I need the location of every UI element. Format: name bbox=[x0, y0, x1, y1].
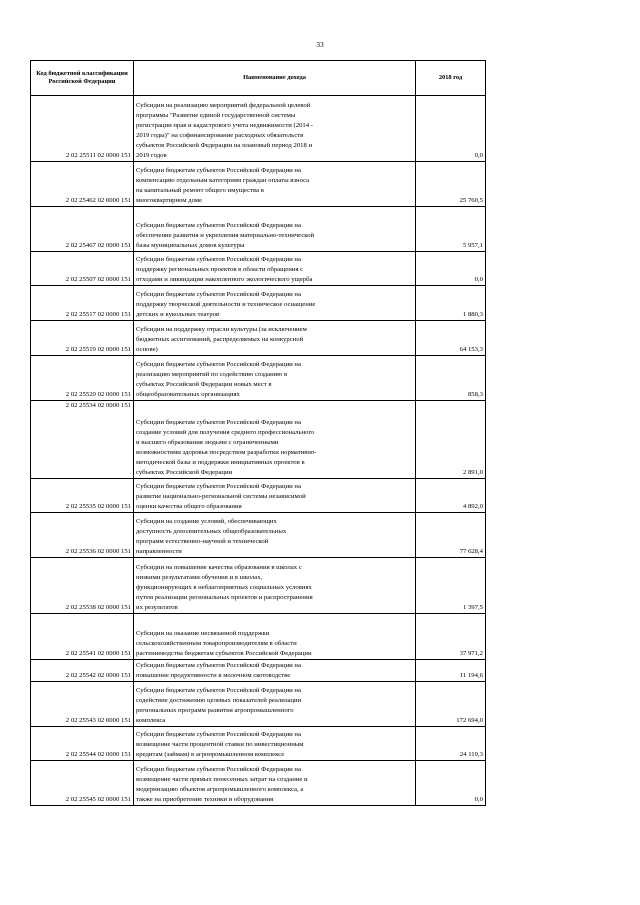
budget-code-cell: 2 02 25538 02 0000 151 bbox=[31, 558, 134, 614]
income-name-cell bbox=[134, 558, 416, 614]
income-name-cell bbox=[134, 401, 416, 479]
amount-cell: 1 397,5 bbox=[416, 558, 486, 614]
budget-code-cell: 2 02 25542 02 0000 151 bbox=[31, 660, 134, 682]
income-name-text: Субсидии бюджетам субъектов Российской Федерации на реализацию мероприятий по содействию созданию в субъектах Российской Федерации новых мест в общеобразовательных организациях bbox=[136, 361, 301, 398]
amount-cell: 37 971,2 bbox=[416, 614, 486, 660]
income-name-cell bbox=[134, 614, 416, 660]
budget-code-cell: 2 02 25535 02 0000 151 bbox=[31, 479, 134, 513]
table-row bbox=[31, 321, 486, 356]
budget-code-cell: 2 02 25543 02 0000 151 bbox=[31, 682, 134, 727]
budget-code-cell: 2 02 25544 02 0000 151 bbox=[31, 727, 134, 761]
income-name-cell bbox=[134, 761, 416, 806]
table-row bbox=[31, 479, 486, 513]
income-name-text: Субсидии бюджетам субъектов Российской Федерации на содействие достижению целевых показателей реализации региональных программ развития агропромышленного комплекса bbox=[136, 687, 302, 724]
amount-cell: 77 628,4 bbox=[416, 513, 486, 558]
income-name-cell bbox=[134, 321, 416, 356]
income-name-cell bbox=[134, 96, 416, 162]
budget-code-cell: 2 02 25462 02 0000 151 bbox=[31, 162, 134, 207]
budget-code-cell: 2 02 25517 02 0000 151 bbox=[31, 286, 134, 321]
income-name-text: Субсидии на оказание несвязанной поддержки сельскохозяйственным товаропроизводителям в области растениеводства бюджетам субъектов Российской Федерации bbox=[136, 630, 312, 657]
table-row bbox=[31, 660, 486, 682]
income-name-text: Субсидии бюджетам субъектов Российской Федерации на возмещение части прямых понесенных затрат на создание и модернизацию объектов агропромышленного комплекса, а также на приобретение техники и оборудования bbox=[136, 766, 308, 803]
income-name-cell bbox=[134, 286, 416, 321]
budget-code-cell: 2 02 25520 02 0000 151 bbox=[31, 356, 134, 401]
income-name-cell bbox=[134, 207, 416, 252]
amount-cell: 2 891,0 bbox=[416, 401, 486, 479]
income-name-cell bbox=[134, 682, 416, 727]
table-row bbox=[31, 727, 486, 761]
income-name-text: Субсидии бюджетам субъектов Российской Федерации на развитие национально-региональной системы независимой оценки качества общего образования bbox=[136, 483, 306, 510]
income-name-text: Субсидии на поддержку отрасли культуры (за исключением бюджетных ассигнований, распределяемых на конкурсной основе) bbox=[136, 326, 307, 353]
income-name-text: Субсидии бюджетам субъектов Российской Федерации на поддержку творческой деятельности и техническое оснащение детских и кукольных театров bbox=[136, 291, 316, 318]
table-row bbox=[31, 401, 486, 479]
amount-cell: 0,0 bbox=[416, 252, 486, 286]
amount-cell: 11 194,6 bbox=[416, 660, 486, 682]
income-name-text: Субсидии бюджетам субъектов Российской Федерации на повышение продуктивности в молочном скотоводстве bbox=[136, 662, 301, 679]
amount-cell: 64 153,3 bbox=[416, 321, 486, 356]
budget-code-cell: 2 02 25467 02 0000 151 bbox=[31, 207, 134, 252]
amount-cell: 858,3 bbox=[416, 356, 486, 401]
page-number: 33 bbox=[316, 40, 324, 49]
income-name-cell bbox=[134, 727, 416, 761]
budget-code-cell: 2 02 25534 02 0000 151 bbox=[31, 401, 134, 479]
amount-cell: 4 892,0 bbox=[416, 479, 486, 513]
header-year: 2018 год bbox=[416, 61, 486, 96]
income-name-text: Субсидии на повышение качества образования в школах с низкими результатами обучения и в школах, функционирующих в неблагоприятных социальных условиях путем реализации региональных проектов и распространения их результатов bbox=[136, 564, 313, 611]
income-name-cell bbox=[134, 162, 416, 207]
income-name-cell bbox=[134, 479, 416, 513]
header-code: Код бюджетной классификации Российской Федерации bbox=[31, 61, 134, 96]
amount-cell: 0,0 bbox=[416, 96, 486, 162]
budget-code-cell: 2 02 25541 02 0000 151 bbox=[31, 614, 134, 660]
income-name-cell bbox=[134, 356, 416, 401]
table-row bbox=[31, 162, 486, 207]
table-row bbox=[31, 252, 486, 286]
budget-code-cell: 2 02 25511 02 0000 151 bbox=[31, 96, 134, 162]
budget-code-cell: 2 02 25536 02 0000 151 bbox=[31, 513, 134, 558]
table-row bbox=[31, 513, 486, 558]
amount-cell: 1 880,3 bbox=[416, 286, 486, 321]
income-name-text: Субсидии бюджетам субъектов Российской Федерации на компенсацию отдельным категориям граждан оплаты взноса на капитальный ремонт общего имущества в многоквартирном доме bbox=[136, 167, 310, 204]
table-row bbox=[31, 614, 486, 660]
table-row bbox=[31, 207, 486, 252]
income-name-text: Субсидии бюджетам субъектов Российской Федерации на создание условий для получения среднего профессионального и высшего образования людьми с ограниченными возможностями здоровья посредством разработки нормативно- методической базы и поддержки инициативных проектов в субъектах Российской Федерации bbox=[136, 419, 317, 476]
budget-code-cell: 2 02 25519 02 0000 151 bbox=[31, 321, 134, 356]
table-row bbox=[31, 96, 486, 162]
amount-cell: 24 119,3 bbox=[416, 727, 486, 761]
income-name-text: Субсидии бюджетам субъектов Российской Федерации на обеспечение развития и укрепления материально-технической базы муниципальных домов культуры bbox=[136, 222, 315, 249]
table-row bbox=[31, 356, 486, 401]
income-name-cell bbox=[134, 252, 416, 286]
amount-cell: 25 760,5 bbox=[416, 162, 486, 207]
income-name-cell bbox=[134, 513, 416, 558]
budget-income-table bbox=[30, 60, 486, 806]
income-name-text: Субсидии на создание условий, обеспечивающих доступность дополнительных общеобразовательных программ естественно-научной и технической направленности bbox=[136, 518, 287, 555]
income-name-cell bbox=[134, 660, 416, 682]
amount-cell: 5 957,1 bbox=[416, 207, 486, 252]
income-name-text: Субсидии бюджетам субъектов Российской Федерации на возмещение части процентной ставки по инвестиционным кредитам (займам) в агропромышленном комплексе bbox=[136, 731, 304, 758]
budget-code-cell: 2 02 25545 02 0000 151 bbox=[31, 761, 134, 806]
amount-cell: 172 694,0 bbox=[416, 682, 486, 727]
table-row bbox=[31, 761, 486, 806]
income-name-text: Субсидии бюджетам субъектов Российской Федерации на поддержку региональных проектов в области обращения с отходами и ликвидации накопленного экологического ущерба bbox=[136, 256, 313, 283]
table-header-row bbox=[31, 61, 486, 96]
table-row bbox=[31, 286, 486, 321]
budget-code-cell: 2 02 25507 02 0000 151 bbox=[31, 252, 134, 286]
amount-cell: 0,0 bbox=[416, 761, 486, 806]
income-name-text: Субсидии на реализацию мероприятий федеральной целевой программы "Развитие единой государственной системы регистрации прав и кадастрового учета недвижимости (2014 - 2019 годы)" на софинансирование расходных обязательств субъектов Российской Федерации на плановый период 2018 и 2019 годов bbox=[136, 102, 313, 159]
table-row bbox=[31, 558, 486, 614]
table-row bbox=[31, 682, 486, 727]
header-name: Наименование дохода bbox=[134, 61, 416, 96]
